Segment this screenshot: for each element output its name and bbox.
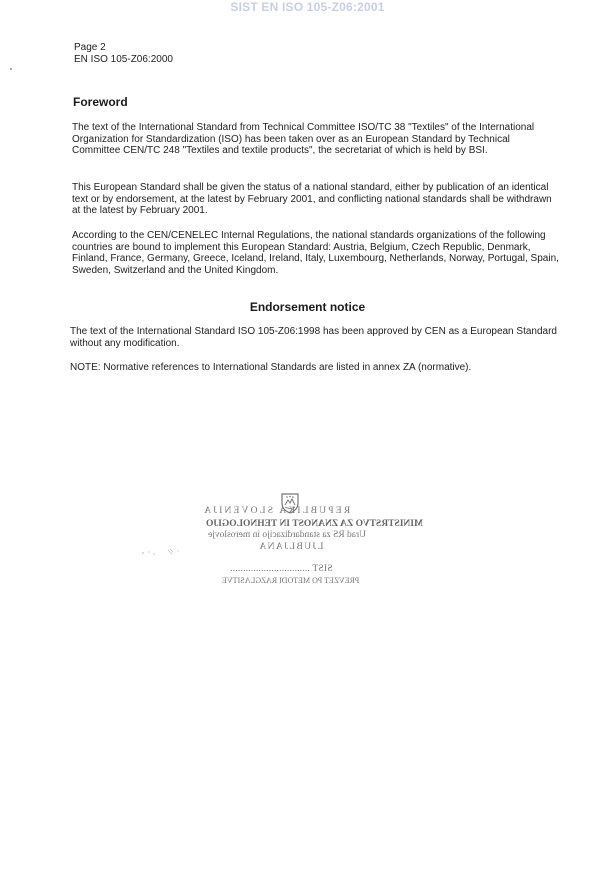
official-stamp <box>196 490 423 590</box>
stamp-line-4: LJUBLJANA <box>258 542 324 552</box>
foreword-heading: Foreword <box>73 95 128 109</box>
stamp-line-5: SIST ............................... <box>230 564 333 574</box>
stamp-line-2: MINISTRSTVO ZA ZNANOST IN TEHNOLOGIJO <box>206 519 423 529</box>
endorsement-paragraph: The text of the International Standard ISO 105-Z06:1998 has been approved by CEN as a European Standard without any modification. <box>70 326 557 349</box>
ink-specks <box>140 546 184 558</box>
page-header <box>74 42 173 65</box>
foreword-paragraph-2: This European Standard shall be given the status of a national standard, either by publication of an identical text or by endorsement, at the latest by February 2001, and conflicting national standards shall be withdrawn at the latest by February 2001. <box>72 182 552 216</box>
endorsement-heading: Endorsement notice <box>249 300 366 314</box>
stamp-line-1: REPUBLIKA SLOVENIJA <box>202 506 351 516</box>
page-number: Page 2 <box>74 42 106 53</box>
document-id: EN ISO 105-Z06:2000 <box>74 53 173 65</box>
foreword-paragraph-1: The text of the International Standard from Technical Committee ISO/TC 38 "Textiles" of the International Organization for Standardization (ISO) has been taken over as an European Standard by Technical Committee CEN/TC 248 "Textiles and textile products", the secretariat of which is held by BSI. <box>72 122 535 156</box>
stamp-line-6: PREVZET PO METODI RAZGLASITVE <box>222 576 360 585</box>
foreword-paragraph-3: According to the CEN/CENELEC Internal Regulations, the national standards organizations of the following countries are bound to implement this European Standard: Austria, Belgium, Czech Republic, Denmark, Finland, France, Germany, Greece, Iceland, Ireland, Italy, Luxembourg, Netherlands, Norway, Portugal, Spain, Sweden, Switzerland and the United Kingdom. <box>72 230 559 276</box>
margin-dot <box>10 68 12 70</box>
stamp-line-3: Urad RS za standardizacijo in meroslovje <box>208 530 367 540</box>
normative-note: NOTE: Normative references to International Standards are listed in annex ZA (normative). <box>70 362 472 373</box>
watermark: SIST EN ISO 105-Z06:2001 <box>230 0 385 14</box>
